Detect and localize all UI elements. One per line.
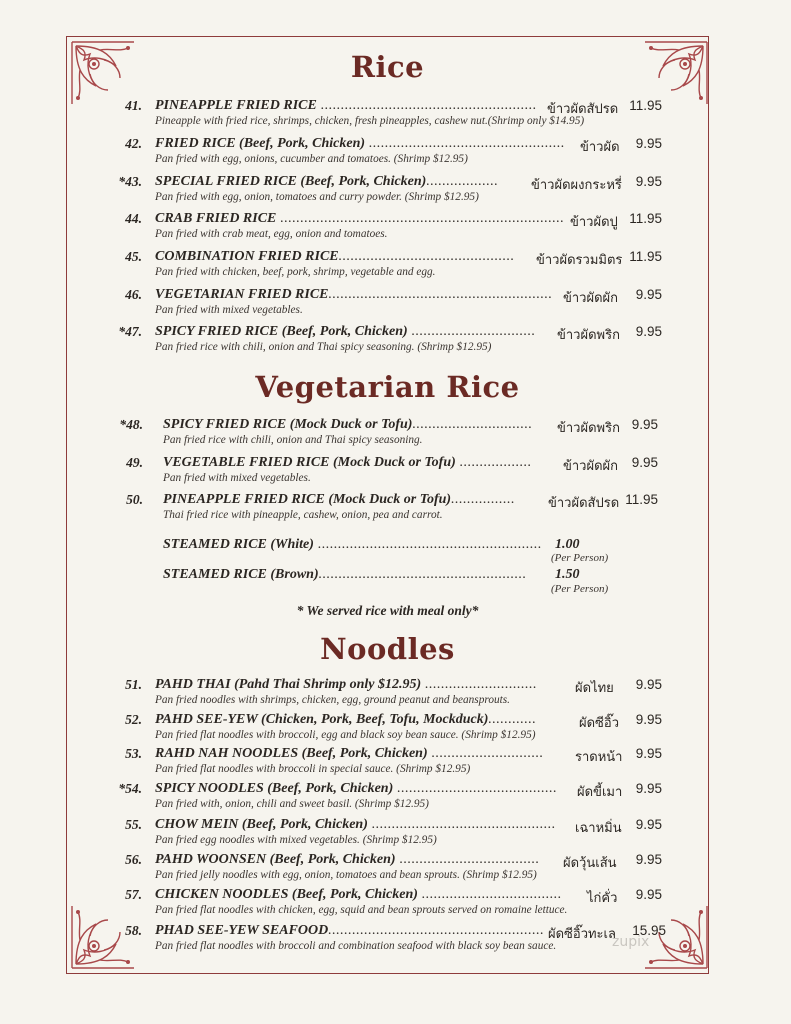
item-price: 9.95 bbox=[635, 852, 662, 867]
item-number: 46. bbox=[125, 287, 142, 302]
item-number: 52. bbox=[125, 712, 142, 727]
item-thai-name: ข้าวผัด bbox=[580, 140, 620, 155]
item-thai-name: ข้าวผัดปู bbox=[570, 215, 618, 230]
item-price: 11.95 bbox=[629, 98, 662, 113]
item-name: PAHD WOONSEN (Beef, Pork, Chicken) ................................... bbox=[155, 852, 540, 867]
item-thai-name: ข้าวผัดสัปรด bbox=[547, 102, 619, 117]
item-thai-name: ข้าวผัดผัก bbox=[563, 291, 619, 306]
section-title-rice: Rice bbox=[350, 50, 425, 84]
item-name: VEGETARIAN FRIED RICE........................................................ bbox=[155, 287, 553, 302]
item-name: SPICY FRIED RICE (Mock Duck or Tofu).............................. bbox=[163, 417, 533, 432]
item-thai-name: ข้าวผัดสัปรด bbox=[548, 496, 620, 511]
item-name: PAHD THAI (Pahd Thai Shrimp only $12.95) ............................ bbox=[155, 677, 538, 692]
menu-item bbox=[0, 746, 791, 780]
item-thai-name: ข้าวผัดพริก bbox=[557, 328, 620, 343]
item-thai-name: ผัดไทย bbox=[575, 681, 614, 696]
menu-item bbox=[0, 174, 791, 208]
item-number: 42. bbox=[125, 136, 142, 151]
section-title-vegetarian-rice: Vegetarian Rice bbox=[255, 370, 520, 404]
item-price: 9.95 bbox=[635, 817, 662, 832]
item-name: PHAD SEE-YEW SEAFOOD...................................................... bbox=[155, 923, 545, 938]
item-thai-name: ข้าวผัดผงกระหรี่ bbox=[531, 178, 622, 193]
item-description: Pan fried with chicken, beef, pork, shrimp, vegetable and egg. bbox=[155, 266, 436, 278]
item-name: SPECIAL FRIED RICE (Beef, Pork, Chicken).................. bbox=[155, 174, 499, 189]
item-number: 51. bbox=[125, 677, 142, 692]
item-description: Thai fried rice with pineapple, cashew, onion, pea and carrot. bbox=[163, 509, 443, 521]
item-price: 9.95 bbox=[635, 746, 662, 761]
watermark: zupix bbox=[612, 934, 650, 950]
menu-item bbox=[0, 136, 791, 170]
menu-item bbox=[0, 567, 791, 601]
item-description: Pan fried rice with chili, onion and Thai spicy seasoning. (Shrimp $12.95) bbox=[155, 341, 492, 353]
item-name: CHICKEN NOODLES (Beef, Pork, Chicken) ................................... bbox=[155, 887, 562, 902]
item-thai-name: ไก่คั่ว bbox=[587, 891, 618, 906]
item-description: Pan fried with crab meat, egg, onion and tomatoes. bbox=[155, 228, 388, 240]
item-name: STEAMED RICE (Brown).................................................... bbox=[163, 567, 527, 582]
item-description: Pan fried flat noodles with chicken, egg, squid and bean sprouts served on romaine lettuce. bbox=[155, 904, 568, 916]
item-description: Pan fried egg noodles with mixed vegetables. (Shrimp $12.95) bbox=[155, 834, 437, 846]
section-title-noodles: Noodles bbox=[320, 632, 455, 666]
item-price: 9.95 bbox=[635, 174, 662, 189]
menu-item bbox=[0, 537, 791, 571]
item-name: SPICY NOODLES (Beef, Pork, Chicken) ........................................ bbox=[155, 781, 558, 796]
item-price: 1.50 bbox=[555, 567, 580, 582]
item-name: RAHD NAH NOODLES (Beef, Pork, Chicken) ............................ bbox=[155, 746, 544, 761]
menu-item bbox=[0, 98, 791, 132]
item-name: VEGETABLE FRIED RICE (Mock Duck or Tofu) .................. bbox=[163, 455, 532, 470]
item-thai-name: ข้าวผัดผัก bbox=[563, 459, 619, 474]
item-description: Pan fried with mixed vegetables. bbox=[163, 472, 311, 484]
item-thai-name: ผัดซีอิ๊ว bbox=[579, 716, 619, 731]
menu-item bbox=[0, 923, 791, 957]
item-name: SPICY FRIED RICE (Beef, Pork, Chicken) ............................... bbox=[155, 324, 536, 339]
item-name: CHOW MEIN (Beef, Pork, Chicken) .............................................. bbox=[155, 817, 556, 832]
item-thai-name: ข้าวผัดพริก bbox=[557, 421, 620, 436]
item-price: 9.95 bbox=[635, 136, 662, 151]
per-person-note: (Per Person) bbox=[551, 552, 609, 564]
menu-item bbox=[0, 492, 791, 526]
item-description: Pan fried flat noodles with broccoli, egg and black soy bean sauce. (Shrimp $12.95) bbox=[155, 729, 536, 741]
item-price: 15.95 bbox=[632, 923, 666, 938]
item-price: 1.00 bbox=[555, 537, 580, 552]
menu-item bbox=[0, 417, 791, 451]
item-number: 55. bbox=[125, 817, 142, 832]
item-name: FRIED RICE (Beef, Pork, Chicken) ................................................. bbox=[155, 136, 566, 151]
item-name: COMBINATION FRIED RICE............................................ bbox=[155, 249, 515, 264]
item-price: 11.95 bbox=[629, 249, 662, 264]
item-description: Pan fried rice with chili, onion and Thai spicy seasoning. bbox=[163, 434, 423, 446]
item-price: 9.95 bbox=[631, 417, 658, 432]
item-price: 9.95 bbox=[631, 455, 658, 470]
item-number: 50. bbox=[126, 492, 143, 507]
item-name: PAHD SEE-YEW (Chicken, Pork, Beef, Tofu, Mockduck)............ bbox=[155, 712, 537, 727]
item-number: 58. bbox=[125, 923, 142, 938]
item-price: 9.95 bbox=[635, 677, 662, 692]
menu-item bbox=[0, 887, 791, 921]
item-price: 9.95 bbox=[635, 781, 662, 796]
item-thai-name: ผัดขี้เมา bbox=[577, 785, 623, 800]
item-number: 45. bbox=[125, 249, 142, 264]
menu-item bbox=[0, 852, 791, 886]
item-description: Pan fried jelly noodles with egg, onion, tomatoes and bean sprouts. (Shrimp $12.95) bbox=[155, 869, 537, 881]
item-description: Pan fried noodles with shrimps, chicken, egg, ground peanut and beansprouts. bbox=[155, 694, 510, 706]
item-thai-name: ผัดวุ้นเส้น bbox=[563, 856, 617, 871]
item-name: PINEAPPLE FRIED RICE (Mock Duck or Tofu)................ bbox=[163, 492, 516, 507]
item-description: Pineapple with fried rice, shrimps, chicken, fresh pineapples, cashew nut.(Shrimp only $14.95) bbox=[155, 115, 585, 127]
item-number: 41. bbox=[125, 98, 142, 113]
item-thai-name: ผัดซีอิ๊วทะเล bbox=[548, 927, 616, 942]
item-number: 53. bbox=[125, 746, 142, 761]
item-thai-name: ราดหน้า bbox=[575, 750, 623, 765]
menu-item bbox=[0, 781, 791, 815]
menu-item bbox=[0, 455, 791, 489]
item-name: CRAB FRIED RICE ....................................................................... bbox=[155, 211, 565, 226]
per-person-note: (Per Person) bbox=[551, 583, 609, 595]
item-number: 49. bbox=[126, 455, 143, 470]
item-number: 44. bbox=[125, 211, 142, 226]
item-thai-name: ข้าวผัดรวมมิตร bbox=[536, 253, 623, 268]
item-name: PINEAPPLE FRIED RICE ...................................................... bbox=[155, 98, 537, 113]
item-number: *43. bbox=[118, 174, 142, 189]
menu-item bbox=[0, 211, 791, 245]
item-description: Pan fried with egg, onions, cucumber and tomatoes. (Shrimp $12.95) bbox=[155, 153, 468, 165]
item-price: 9.95 bbox=[635, 712, 662, 727]
item-description: Pan fried with, onion, chili and sweet basil. (Shrimp $12.95) bbox=[155, 798, 429, 810]
rice-note: * We served rice with meal only* bbox=[296, 603, 479, 618]
item-thai-name: เฉาหมิ่น bbox=[575, 821, 622, 836]
menu-item bbox=[0, 249, 791, 283]
item-number: 56. bbox=[125, 852, 142, 867]
item-number: *54. bbox=[118, 781, 142, 796]
item-description: Pan fried with mixed vegetables. bbox=[155, 304, 303, 316]
menu-item bbox=[0, 677, 791, 711]
menu-item bbox=[0, 817, 791, 851]
item-price: 9.95 bbox=[635, 287, 662, 302]
menu-item bbox=[0, 712, 791, 746]
item-price: 9.95 bbox=[635, 324, 662, 339]
item-description: Pan fried flat noodles with broccoli and combination seafood with black soy bean sauce. bbox=[155, 940, 557, 952]
item-number: 57. bbox=[125, 887, 142, 902]
item-description: Pan fried flat noodles with broccoli in special sauce. (Shrimp $12.95) bbox=[155, 763, 471, 775]
item-price: 11.95 bbox=[629, 211, 662, 226]
item-price: 9.95 bbox=[635, 887, 662, 902]
item-description: Pan fried with egg, onion, tomatoes and curry powder. (Shrimp $12.95) bbox=[155, 191, 479, 203]
item-name: STEAMED RICE (White) ........................................................ bbox=[163, 537, 542, 552]
item-number: *47. bbox=[118, 324, 142, 339]
menu-item bbox=[0, 287, 791, 321]
item-number: *48. bbox=[119, 417, 143, 432]
menu-item bbox=[0, 324, 791, 358]
item-price: 11.95 bbox=[625, 492, 658, 507]
